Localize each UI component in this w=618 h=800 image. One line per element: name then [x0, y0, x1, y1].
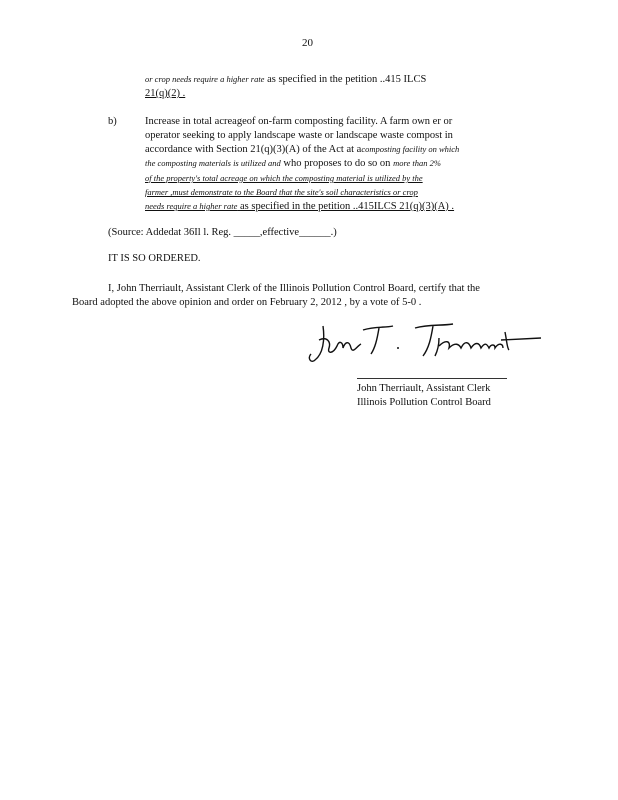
- item-b-line-4: [145, 158, 441, 169]
- item-b-line-2: operator seeking to apply landscape waste or landscape waste compost in: [145, 130, 453, 141]
- item-b-line-7-rest: as specified in the petition ..415ILCS 21(q)(3)(A) .: [240, 201, 455, 212]
- signer-name: John Therriault, Assistant Clerk: [357, 383, 491, 394]
- signer-organization: Illinois Pollution Control Board: [357, 397, 491, 408]
- continued-italic: or crop needs require a higher rate: [145, 74, 265, 84]
- page-number: 20: [302, 37, 313, 49]
- item-b-line-7-italic: needs require a higher rate: [145, 201, 238, 211]
- item-b-line-1: Increase in total acreageof on-farm composting facility. A farm own er or: [145, 116, 453, 127]
- signature-line: [357, 378, 507, 379]
- item-b-line-3-text: accordance with Section 21(q)(3)(A) of the Act at a: [145, 144, 362, 155]
- item-b-line-3-italic: composting facility on which: [361, 144, 460, 154]
- item-b-line-5: of the property's total acreage on which the composting material is utilized by the: [145, 173, 423, 183]
- continued-line-2: 21(q)(2) .: [145, 88, 186, 99]
- item-b-line-4-rest: who proposes to do so on: [283, 158, 391, 169]
- item-b-line-4-italic2: more than 2%: [393, 158, 441, 168]
- continued-rest: as specified in the petition ..415 ILCS: [267, 74, 427, 85]
- source-note: (Source: Addedat 36Il l. Reg. _____,effective______.): [108, 227, 337, 238]
- so-ordered: IT IS SO ORDERED.: [108, 253, 201, 264]
- item-b-line-6: farmer ,must demonstrate to the Board that the site's soil characteristics or crop: [145, 187, 418, 197]
- item-b-label: b): [108, 116, 117, 127]
- handwritten-signature: [305, 318, 545, 368]
- certification-line-2: Board adopted the above opinion and order on February 2, 2012 , by a vote of 5-0 .: [72, 297, 422, 308]
- item-b-line-3: [145, 144, 459, 155]
- item-b-line-7: [145, 201, 454, 212]
- item-b-line-4-italic: the composting materials is utilized and: [145, 158, 281, 168]
- continued-line-1: [145, 74, 426, 85]
- certification-line-1: I, John Therriault, Assistant Clerk of the Illinois Pollution Control Board, certify that the: [108, 283, 480, 294]
